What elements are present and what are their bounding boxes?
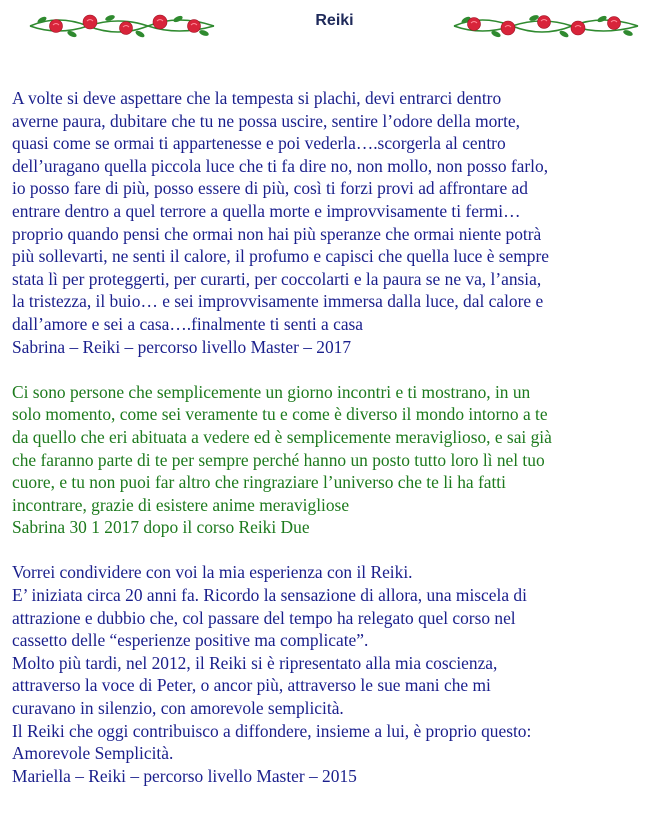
text-line: incontrare, grazie di esistere anime meravigliose: [12, 494, 350, 515]
text-line: averne paura, dubitare che tu ne possa uscire, sentire l’odore della morte,: [12, 110, 520, 131]
text-line: quasi come se ormai ti appartenesse e poi vederla….scorgerla al centro: [12, 133, 506, 154]
text-line: dell’uragano quella piccola luce che ti fa dire no, non mollo, non posso farlo,: [12, 155, 549, 176]
page-header: [0, 0, 669, 50]
text-line: proprio quando pensi che ormai non hai più speranze che ormai niente potrà: [12, 223, 542, 244]
page-title: Reiki: [315, 12, 354, 29]
text-line: più sollevarti, ne senti il calore, il profumo e capisci che quella luce è sempre: [12, 246, 549, 267]
text-line: che faranno parte di te per sempre perché hanno un posto tutto loro lì nel tuo: [12, 449, 545, 470]
text-line: Amorevole Semplicità.: [12, 743, 174, 764]
text-line: Molto più tardi, nel 2012, il Reiki si è ripresentato alla mia coscienza,: [12, 652, 498, 673]
text-line: A volte si deve aspettare che la tempesta si plachi, devi entrarci dentro: [12, 88, 502, 108]
text-line: curavano in silenzio, con amorevole semplicità.: [12, 698, 344, 719]
text-line: attraverso la voce di Peter, o ancor più, attraverso le sue mani che mi: [12, 675, 491, 696]
testimonial-sabrina-reiki-due: [12, 381, 662, 539]
text-line: Ci sono persone che semplicemente un giorno incontri e ti mostrano, in un: [12, 381, 531, 402]
text-line: Vorrei condividere con voi la mia esperienza con il Reiki.: [12, 562, 413, 583]
text-line: io posso fare di più, posso essere di più, così ti forzi provi ad affrontare ad: [12, 178, 528, 199]
rose-garland-icon: [452, 4, 642, 46]
testimonial-signature: Sabrina – Reiki – percorso livello Master – 2017: [12, 336, 352, 357]
text-line: entrare dentro a quel terrore a quella morte e improvvisamente ti fermi…: [12, 200, 521, 221]
text-line: solo momento, come sei veramente tu e come è diverso il mondo intorno a te: [12, 404, 548, 425]
testimonial-sabrina-master: [12, 87, 662, 358]
testimonial-mariella-master: [12, 561, 662, 787]
text-line: attrazione e dubbio che, col passare del tempo ha relegato quel corso nel: [12, 607, 516, 628]
text-line: da quello che eri abituata a vedere ed è semplicemente meraviglioso, e sai già: [12, 426, 552, 447]
text-line: cassetto delle “esperienze positive ma complicate”.: [12, 630, 369, 651]
testimonial-signature: Sabrina 30 1 2017 dopo il corso Reiki Due: [12, 517, 310, 538]
text-line: stata lì per proteggerti, per curarti, per coccolarti e la paura se ne va, l’ansia,: [12, 268, 542, 289]
testimonial-signature: Mariella – Reiki – percorso livello Master – 2015: [12, 765, 357, 786]
text-line: Il Reiki che oggi contribuisco a diffondere, insieme a lui, è proprio questo:: [12, 720, 532, 741]
text-line: la tristezza, il buio… e sei improvvisamente immersa dalla luce, dal calore e: [12, 291, 544, 312]
text-line: dall’amore e sei a casa….finalmente ti senti a casa: [12, 313, 364, 334]
testimonials: [12, 87, 662, 810]
text-line: E’ iniziata circa 20 anni fa. Ricordo la sensazione di allora, una miscela di: [12, 585, 527, 606]
text-line: cuore, e tu non puoi far altro che ringraziare l’universo che te li ha fatti: [12, 472, 506, 493]
